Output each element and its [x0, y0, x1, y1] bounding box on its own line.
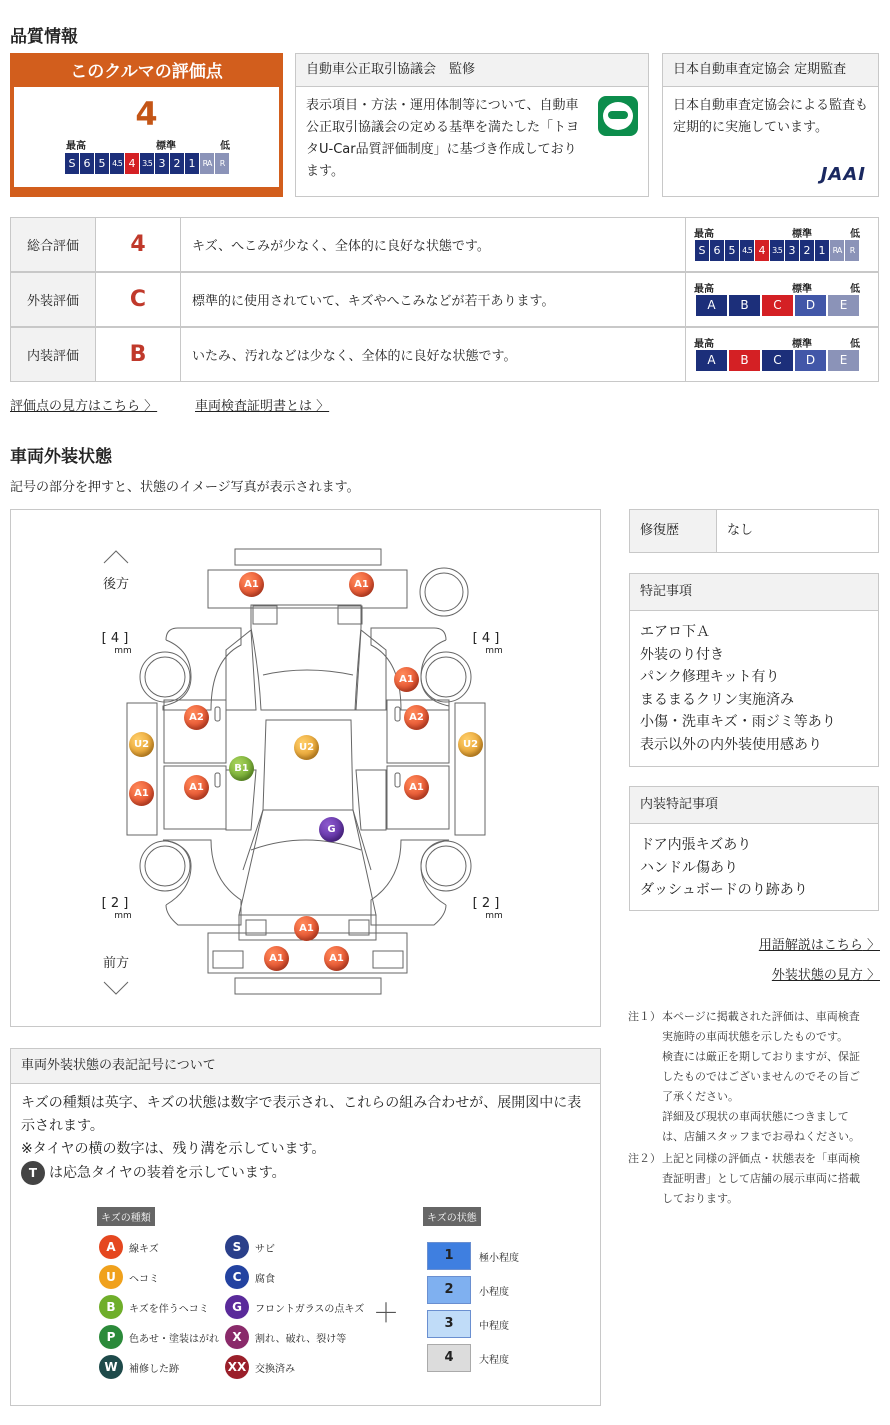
spare-tire-icon: T	[21, 1161, 45, 1185]
car-diagram	[11, 510, 602, 1028]
damage-mark[interactable]: A1	[129, 781, 154, 806]
list-item: パンク修理キット有り	[640, 669, 780, 685]
scale-cell: 4.5	[109, 153, 124, 174]
quality-title: 品質情報	[10, 27, 78, 47]
scale-cell: 6	[709, 240, 724, 261]
damage-mark[interactable]: A1	[264, 946, 289, 971]
legend-state-label: 大程度	[479, 1354, 509, 1366]
list-item: 表示以外の内外装使用感あり	[640, 736, 822, 753]
interior-special-list	[630, 824, 878, 912]
damage-mark[interactable]: A1	[184, 775, 209, 800]
fair-trade-text: 表示項目・方法・運用体制等について、自動車公正取引協議会の定める基準を満たした「トヨタU-Car品質評価制度」に基づき作成しております。	[306, 98, 580, 179]
jaai-logo: JAAI	[820, 164, 866, 185]
eval-box-title: このクルマの評価点	[70, 62, 223, 82]
damage-mark[interactable]: A1	[239, 572, 264, 597]
tire-depth-front-left: [ 2 ]	[101, 896, 129, 911]
legend-state-icon: 3	[427, 1310, 471, 1338]
svg-text:mm: mm	[114, 646, 132, 656]
rating-desc: いたみ、汚れなどは少なく、全体的に良好な状態です。	[181, 328, 686, 381]
legend-type-x	[225, 1325, 346, 1349]
legend-type-label: キズを伴うヘコミ	[129, 1303, 209, 1315]
damage-mark[interactable]: A1	[404, 775, 429, 800]
scale-cell: 5	[94, 153, 109, 174]
damage-mark[interactable]: U2	[294, 735, 319, 760]
types-title: キズの種類	[97, 1207, 155, 1226]
legend-state-2	[427, 1276, 509, 1304]
fair-trade-logo-icon	[598, 96, 638, 136]
legend-type-label: 腐食	[255, 1273, 275, 1285]
scale-cell: 4	[124, 153, 139, 174]
legend-title: 車両外装状態の表記記号について	[11, 1049, 600, 1084]
note-1: 注１） 本ページに掲載された評価は、車両検査 実施時の車両状態を示したものです。 検査には厳正を期しておりますが、保証 したものではございませんのでその旨ご 了承ください。 詳細及び現状の車両状態につきまして は、店舗スタッフまでお尋ねください。	[628, 1010, 860, 1143]
scale-cell: RA	[199, 153, 214, 174]
legend-state-label: 極小程度	[479, 1252, 519, 1264]
scale-cell: 1	[184, 153, 199, 174]
list-item: ハンドル傷あり	[640, 859, 738, 876]
special-title: 特記事項	[630, 574, 878, 611]
jaai-title: 日本自動車査定協会 定期監査	[663, 54, 878, 87]
legend-type-icon: W	[99, 1355, 123, 1379]
list-item: エアロ下Ａ	[640, 624, 710, 640]
legend-state-icon: 2	[427, 1276, 471, 1304]
glossary-link[interactable]: 用語解説はこちら 〉	[758, 938, 880, 953]
legend-type-c	[225, 1265, 275, 1289]
damage-mark[interactable]: B1	[229, 756, 254, 781]
scale-cell: 4.5	[739, 240, 754, 261]
legend-text-1: キズの種類は英字、キズの状態は数字で表示され、これらの組み合わせが、展開図中に表示されます。	[21, 1095, 582, 1134]
scale-cell: 2	[799, 240, 814, 261]
rating-grade: 4	[96, 218, 181, 271]
rear-arrow-icon	[104, 551, 128, 563]
abc-cell: D	[793, 350, 826, 371]
legend-text-3: は応急タイヤの装着を示しています。	[49, 1164, 286, 1181]
abc-cell: E	[826, 295, 859, 316]
damage-mark[interactable]: U2	[129, 732, 154, 757]
jaai-text: 日本自動車査定協会による監査も定期的に実施しています。	[673, 98, 869, 135]
jaai-box	[662, 53, 879, 197]
legend-type-icon: P	[99, 1325, 123, 1349]
eval-score-box	[10, 53, 283, 197]
scale-labels: 最高 標準 低	[66, 141, 230, 152]
legend-type-icon: G	[225, 1295, 249, 1319]
abc-cell: B	[727, 295, 760, 316]
rear-label: 後方	[102, 577, 130, 592]
list-item: ダッシュボードのり跡あり	[640, 882, 808, 898]
legend-type-xx	[225, 1355, 295, 1379]
eval-score: 4	[135, 95, 158, 133]
legend-state-icon: 4	[427, 1344, 471, 1372]
tire-depth-front-right: [ 2 ]	[472, 896, 500, 911]
svg-text:mm: mm	[485, 646, 503, 656]
legend-type-label: 色あせ・塗装はがれ	[129, 1333, 219, 1345]
legend-type-label: ヘコミ	[129, 1273, 159, 1285]
rating-grade: B	[96, 328, 181, 381]
state-title: キズの状態	[423, 1207, 481, 1226]
scale-cell: S	[64, 153, 79, 174]
rating-scale-cell: 最高 標準 低 S 6 5 4.5 4 3.5 3 2 1 RA R	[686, 218, 878, 271]
rating-label: 内装評価	[11, 328, 96, 381]
legend-type-s	[225, 1235, 275, 1259]
list-item: 外装のり付き	[640, 646, 724, 663]
abc-cell: A	[694, 350, 727, 371]
special-list	[630, 611, 878, 766]
scale-cell: R	[844, 240, 859, 261]
front-arrow-icon	[104, 982, 128, 994]
legend-type-label: 交換済み	[255, 1363, 295, 1375]
legend-type-label: 割れ、破れ、裂け等	[255, 1333, 347, 1345]
rating-desc: キズ、へこみが少なく、全体的に良好な状態です。	[181, 218, 686, 271]
abc-cell: E	[826, 350, 859, 371]
exterior-howto-link[interactable]: 外装状態の見方 〉	[771, 968, 880, 983]
abc-scale-cell: 最高 標準 低 A B C D E	[686, 273, 878, 326]
legend-type-p	[99, 1325, 219, 1349]
legend-state-icon: 1	[427, 1242, 471, 1270]
cert-link[interactable]: 車両検査証明書とは 〉	[195, 399, 330, 414]
scale-cell: 1	[814, 240, 829, 261]
repair-value: なし	[727, 523, 754, 538]
legend-type-w	[99, 1355, 179, 1379]
damage-mark[interactable]: A2	[404, 705, 429, 730]
rating-desc: 標準的に使用されていて、キズやへこみなどが若干あります。	[181, 273, 686, 326]
legend-state-label: 中程度	[479, 1320, 509, 1332]
rating-label: 外装評価	[11, 273, 96, 326]
howto-link[interactable]: 評価点の見方はこちら 〉	[10, 399, 158, 414]
abc-cell: D	[793, 295, 826, 316]
tire-depth-rear-left: [ 4 ]	[101, 631, 129, 646]
list-item: まるまるクリン実施済み	[640, 691, 794, 708]
legend-type-icon: C	[225, 1265, 249, 1289]
legend-type-b	[99, 1295, 209, 1319]
legend-box	[10, 1048, 601, 1406]
plus-icon: ＋	[373, 1299, 400, 1329]
abc-cell: C	[760, 295, 793, 316]
tire-depth-rear-right: [ 4 ]	[472, 631, 500, 646]
damage-mark[interactable]: A1	[349, 572, 374, 597]
legend-type-label: フロントガラスの点キズ	[255, 1303, 365, 1315]
legend-type-icon: X	[225, 1325, 249, 1349]
rating-row-interior	[10, 327, 879, 382]
score-scale	[64, 153, 229, 174]
abc-cell: B	[727, 350, 760, 371]
scale-cell: 5	[724, 240, 739, 261]
abc-scale-cell: 最高 標準 低 A B C D E	[686, 328, 878, 381]
fair-trade-title: 自動車公正取引協議会 監修	[296, 54, 648, 87]
scale-cell: 3	[154, 153, 169, 174]
legend-state-label: 小程度	[479, 1286, 509, 1298]
legend-type-a	[99, 1235, 159, 1259]
scale-cell: 3.5	[139, 153, 154, 174]
damage-mark[interactable]: A2	[184, 705, 209, 730]
abc-cell: C	[760, 350, 793, 371]
interior-special-title: 内装特記事項	[630, 787, 878, 824]
legend-type-icon: XX	[225, 1355, 249, 1379]
scale-cell: 4	[754, 240, 769, 261]
rating-row-exterior	[10, 272, 879, 327]
legend-type-label: 補修した跡	[129, 1363, 179, 1375]
svg-text:mm: mm	[485, 911, 503, 921]
legend-type-icon: U	[99, 1265, 123, 1289]
list-item: ドア内張キズあり	[640, 837, 752, 853]
abc-cell: A	[694, 295, 727, 316]
legend-text-2: ※タイヤの横の数字は、残り溝を示しています。	[21, 1141, 326, 1157]
scale-cell: 6	[79, 153, 94, 174]
fair-trade-box	[295, 53, 649, 197]
damage-mark[interactable]: A1	[294, 916, 319, 941]
legend-type-g	[225, 1295, 364, 1319]
legend-type-label: サビ	[255, 1243, 275, 1255]
note-2: 注２） 上記と同様の評価点・状態表を「車両検 査証明書」として店舗の展示車両に搭載 しております。	[628, 1152, 860, 1205]
special-notes-box	[629, 573, 879, 767]
svg-text:mm: mm	[114, 911, 132, 921]
legend-state-1	[427, 1242, 519, 1270]
scale-cell: 2	[169, 153, 184, 174]
legend-type-icon: A	[99, 1235, 123, 1259]
scale-cell: 3.5	[769, 240, 784, 261]
damage-mark[interactable]: U2	[458, 732, 483, 757]
front-label: 前方	[102, 956, 130, 971]
rating-label: 総合評価	[11, 218, 96, 271]
repair-history	[629, 509, 879, 553]
legend-type-icon: S	[225, 1235, 249, 1259]
car-diagram-panel	[10, 509, 601, 1027]
list-item: 小傷・洗車キズ・雨ジミ等あり	[640, 714, 836, 730]
legend-state-4	[427, 1344, 509, 1372]
rating-grade: C	[96, 273, 181, 326]
scale-cell: S	[694, 240, 709, 261]
damage-mark[interactable]: A1	[394, 667, 419, 692]
legend-type-label: 線キズ	[129, 1243, 159, 1255]
rating-row-total	[10, 217, 879, 272]
exterior-subtitle: 記号の部分を押すと、状態のイメージ写真が表示されます。	[10, 480, 360, 495]
scale-cell: RA	[829, 240, 844, 261]
exterior-title: 車両外装状態	[10, 447, 112, 467]
repair-label: 修復歴	[630, 510, 717, 552]
interior-notes-box	[629, 786, 879, 911]
legend-type-u	[99, 1265, 159, 1289]
legend-type-icon: B	[99, 1295, 123, 1319]
damage-mark[interactable]: A1	[324, 946, 349, 971]
damage-mark[interactable]: G	[319, 817, 344, 842]
scale-cell: 3	[784, 240, 799, 261]
legend-state-3	[427, 1310, 509, 1338]
scale-cell: R	[214, 153, 229, 174]
